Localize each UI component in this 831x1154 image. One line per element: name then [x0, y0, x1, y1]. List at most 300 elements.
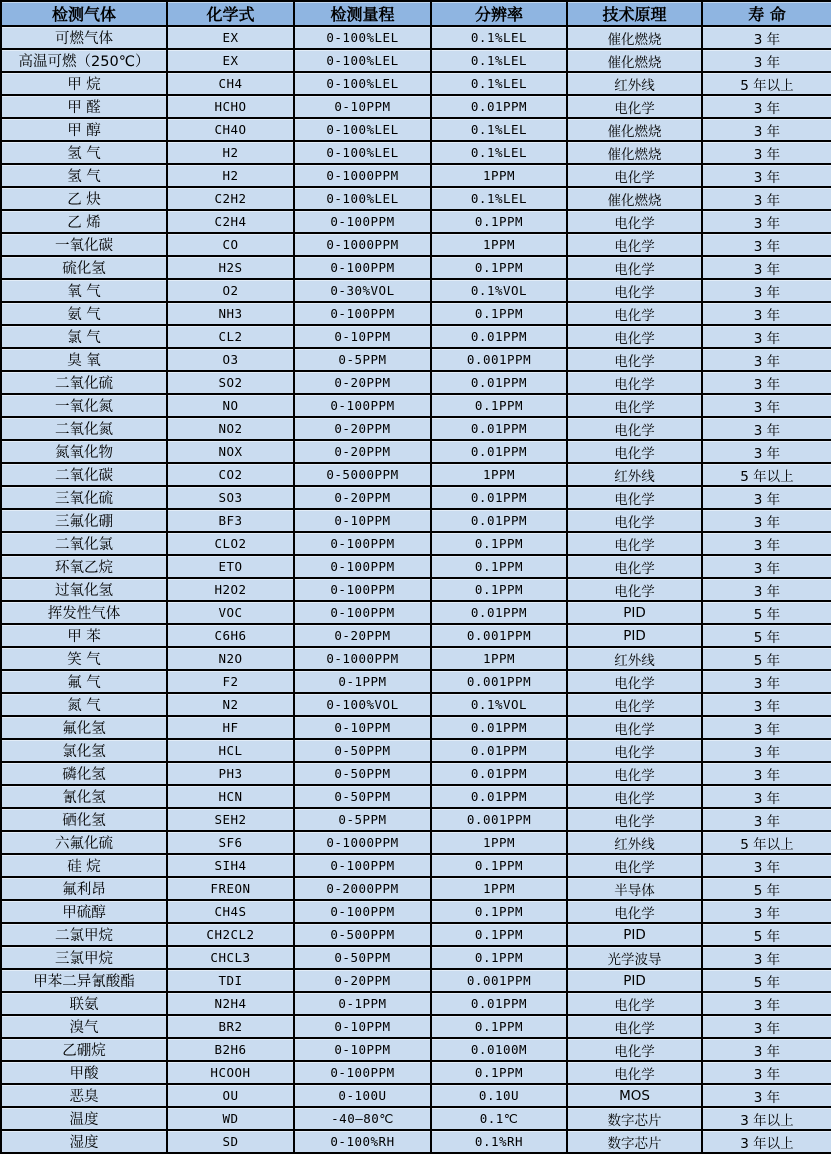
cell-principle: 电化学 — [567, 440, 702, 463]
cell-resolution: 0.001PPM — [431, 670, 567, 693]
cell-principle: 电化学 — [567, 739, 702, 762]
cell-lifespan: 5 年以上 — [702, 463, 831, 486]
cell-principle: 电化学 — [567, 486, 702, 509]
cell-lifespan: 3 年 — [702, 440, 831, 463]
cell-range: 0-1000PPM — [294, 647, 431, 670]
cell-principle: 催化燃烧 — [567, 26, 702, 49]
cell-formula: SO3 — [167, 486, 294, 509]
table-row — [1, 601, 831, 624]
cell-resolution: 1PPM — [431, 233, 567, 256]
cell-lifespan: 5 年 — [702, 923, 831, 946]
table-row — [1, 762, 831, 785]
cell-resolution: 0.001PPM — [431, 624, 567, 647]
cell-lifespan: 3 年 — [702, 210, 831, 233]
cell-range: 0-100PPM — [294, 532, 431, 555]
table-row — [1, 854, 831, 877]
cell-gas: 硒化氢 — [1, 808, 167, 831]
cell-resolution: 1PPM — [431, 463, 567, 486]
cell-gas: 氮 气 — [1, 693, 167, 716]
cell-formula: CH4 — [167, 72, 294, 95]
table-row — [1, 808, 831, 831]
cell-range: 0-10PPM — [294, 1015, 431, 1038]
cell-formula: SD — [167, 1130, 294, 1153]
cell-gas: 溴气 — [1, 1015, 167, 1038]
cell-lifespan: 3 年 — [702, 118, 831, 141]
cell-formula: SO2 — [167, 371, 294, 394]
cell-resolution: 0.1%VOL — [431, 279, 567, 302]
cell-principle: 电化学 — [567, 900, 702, 923]
cell-lifespan: 3 年 — [702, 946, 831, 969]
cell-formula: O3 — [167, 348, 294, 371]
cell-resolution: 0.1PPM — [431, 578, 567, 601]
cell-principle: 电化学 — [567, 555, 702, 578]
cell-lifespan: 3 年 — [702, 164, 831, 187]
cell-lifespan: 3 年 — [702, 992, 831, 1015]
cell-range: 0-5PPM — [294, 808, 431, 831]
cell-resolution: 0.01PPM — [431, 601, 567, 624]
cell-principle: 电化学 — [567, 785, 702, 808]
cell-principle: 电化学 — [567, 670, 702, 693]
cell-lifespan: 3 年 — [702, 26, 831, 49]
cell-formula: CH2CL2 — [167, 923, 294, 946]
cell-range: 0-5PPM — [294, 348, 431, 371]
cell-formula: C2H2 — [167, 187, 294, 210]
cell-resolution: 0.1%LEL — [431, 72, 567, 95]
cell-principle: 电化学 — [567, 348, 702, 371]
cell-resolution: 0.1%LEL — [431, 26, 567, 49]
cell-resolution: 0.1PPM — [431, 1061, 567, 1084]
cell-formula: TDI — [167, 969, 294, 992]
cell-principle: 电化学 — [567, 210, 702, 233]
cell-formula: CHCL3 — [167, 946, 294, 969]
cell-range: 0-10PPM — [294, 95, 431, 118]
cell-gas: 湿度 — [1, 1130, 167, 1153]
cell-principle: 电化学 — [567, 693, 702, 716]
column-header-gas: 检测气体 — [1, 1, 167, 26]
cell-gas: 甲 醛 — [1, 95, 167, 118]
cell-formula: PH3 — [167, 762, 294, 785]
cell-range: 0-1000PPM — [294, 164, 431, 187]
cell-lifespan: 5 年 — [702, 647, 831, 670]
cell-lifespan: 3 年 — [702, 256, 831, 279]
cell-principle: 光学波导 — [567, 946, 702, 969]
cell-principle: PID — [567, 601, 702, 624]
cell-lifespan: 3 年 — [702, 509, 831, 532]
table-header-row — [1, 1, 831, 26]
cell-formula: C2H4 — [167, 210, 294, 233]
column-header-resolution: 分辨率 — [431, 1, 567, 26]
cell-range: 0-20PPM — [294, 417, 431, 440]
column-header-principle: 技术原理 — [567, 1, 702, 26]
cell-gas: 氢 气 — [1, 164, 167, 187]
cell-range: 0-2000PPM — [294, 877, 431, 900]
cell-resolution: 0.01PPM — [431, 371, 567, 394]
column-header-lifespan: 寿 命 — [702, 1, 831, 26]
cell-lifespan: 3 年 — [702, 854, 831, 877]
table-row — [1, 877, 831, 900]
cell-range: 0-100%LEL — [294, 141, 431, 164]
cell-resolution: 0.1PPM — [431, 555, 567, 578]
cell-lifespan: 3 年以上 — [702, 1107, 831, 1130]
cell-range: 0-100PPM — [294, 900, 431, 923]
cell-resolution: 1PPM — [431, 647, 567, 670]
cell-formula: N2O — [167, 647, 294, 670]
cell-formula: H2 — [167, 164, 294, 187]
cell-formula: H2O2 — [167, 578, 294, 601]
table-row — [1, 394, 831, 417]
table-row — [1, 371, 831, 394]
cell-lifespan: 3 年 — [702, 486, 831, 509]
table-row — [1, 164, 831, 187]
cell-range: 0-100%LEL — [294, 49, 431, 72]
table-row — [1, 739, 831, 762]
table-row — [1, 509, 831, 532]
cell-formula: CL2 — [167, 325, 294, 348]
cell-resolution: 0.1PPM — [431, 923, 567, 946]
cell-resolution: 0.0100M — [431, 1038, 567, 1061]
cell-gas: 三氧化硫 — [1, 486, 167, 509]
table-row — [1, 325, 831, 348]
cell-principle: 电化学 — [567, 1015, 702, 1038]
cell-principle: 半导体 — [567, 877, 702, 900]
cell-lifespan: 3 年 — [702, 279, 831, 302]
cell-resolution: 0.1%LEL — [431, 49, 567, 72]
cell-formula: EX — [167, 26, 294, 49]
cell-range: 0-20PPM — [294, 486, 431, 509]
cell-lifespan: 5 年 — [702, 877, 831, 900]
cell-resolution: 0.1%LEL — [431, 141, 567, 164]
cell-gas: 高温可燃（250℃） — [1, 49, 167, 72]
cell-gas: 挥发性气体 — [1, 601, 167, 624]
cell-formula: N2 — [167, 693, 294, 716]
table-row — [1, 417, 831, 440]
cell-gas: 甲 醇 — [1, 118, 167, 141]
cell-gas: 甲 烷 — [1, 72, 167, 95]
table-body — [1, 26, 831, 1153]
cell-gas: 六氟化硫 — [1, 831, 167, 854]
cell-resolution: 0.001PPM — [431, 969, 567, 992]
cell-principle: 催化燃烧 — [567, 141, 702, 164]
cell-gas: 温度 — [1, 1107, 167, 1130]
cell-principle: PID — [567, 969, 702, 992]
cell-lifespan: 3 年 — [702, 739, 831, 762]
table-row — [1, 555, 831, 578]
cell-principle: 电化学 — [567, 992, 702, 1015]
table-row — [1, 1107, 831, 1130]
cell-formula: BR2 — [167, 1015, 294, 1038]
cell-range: 0-20PPM — [294, 624, 431, 647]
cell-principle: 电化学 — [567, 279, 702, 302]
table-row — [1, 256, 831, 279]
cell-lifespan: 3 年 — [702, 670, 831, 693]
cell-principle: PID — [567, 923, 702, 946]
cell-resolution: 0.1%LEL — [431, 118, 567, 141]
cell-principle: PID — [567, 624, 702, 647]
cell-lifespan: 3 年 — [702, 302, 831, 325]
cell-formula: SIH4 — [167, 854, 294, 877]
table-row — [1, 187, 831, 210]
cell-principle: 电化学 — [567, 716, 702, 739]
cell-lifespan: 3 年 — [702, 693, 831, 716]
cell-formula: FREON — [167, 877, 294, 900]
table-row — [1, 624, 831, 647]
cell-range: 0-100PPM — [294, 302, 431, 325]
table-row — [1, 233, 831, 256]
table-row — [1, 1038, 831, 1061]
table-row — [1, 1130, 831, 1153]
cell-principle: 电化学 — [567, 371, 702, 394]
cell-lifespan: 3 年 — [702, 532, 831, 555]
cell-formula: ETO — [167, 555, 294, 578]
table-row — [1, 1084, 831, 1107]
cell-lifespan: 3 年 — [702, 187, 831, 210]
cell-lifespan: 3 年以上 — [702, 1130, 831, 1153]
cell-range: 0-100%LEL — [294, 26, 431, 49]
cell-gas: 联氨 — [1, 992, 167, 1015]
cell-principle: 电化学 — [567, 578, 702, 601]
cell-lifespan: 3 年 — [702, 762, 831, 785]
cell-gas: 氯 气 — [1, 325, 167, 348]
cell-range: 0-20PPM — [294, 371, 431, 394]
cell-gas: 氮氧化物 — [1, 440, 167, 463]
cell-resolution: 0.1PPM — [431, 946, 567, 969]
cell-principle: 电化学 — [567, 1038, 702, 1061]
cell-lifespan: 3 年 — [702, 1061, 831, 1084]
cell-lifespan: 3 年 — [702, 348, 831, 371]
cell-principle: 红外线 — [567, 831, 702, 854]
cell-lifespan: 3 年 — [702, 141, 831, 164]
cell-lifespan: 5 年以上 — [702, 831, 831, 854]
cell-gas: 二氧化氮 — [1, 417, 167, 440]
cell-gas: 二氧化碳 — [1, 463, 167, 486]
cell-formula: CO — [167, 233, 294, 256]
cell-range: 0-50PPM — [294, 762, 431, 785]
cell-principle: 电化学 — [567, 302, 702, 325]
cell-range: 0-10PPM — [294, 716, 431, 739]
cell-resolution: 0.01PPM — [431, 739, 567, 762]
table-row — [1, 647, 831, 670]
cell-formula: C6H6 — [167, 624, 294, 647]
table-row — [1, 1061, 831, 1084]
cell-formula: NOX — [167, 440, 294, 463]
cell-resolution: 0.1PPM — [431, 210, 567, 233]
table-row — [1, 716, 831, 739]
cell-lifespan: 3 年 — [702, 325, 831, 348]
cell-formula: WD — [167, 1107, 294, 1130]
cell-principle: 红外线 — [567, 647, 702, 670]
cell-range: 0-100PPM — [294, 210, 431, 233]
cell-formula: OU — [167, 1084, 294, 1107]
cell-resolution: 0.01PPM — [431, 417, 567, 440]
cell-resolution: 0.1PPM — [431, 302, 567, 325]
table-row — [1, 118, 831, 141]
cell-resolution: 0.01PPM — [431, 440, 567, 463]
cell-gas: 一氧化氮 — [1, 394, 167, 417]
cell-gas: 二氧化硫 — [1, 371, 167, 394]
cell-gas: 氧 气 — [1, 279, 167, 302]
table-row — [1, 486, 831, 509]
table-row — [1, 49, 831, 72]
cell-range: 0-20PPM — [294, 440, 431, 463]
cell-principle: 电化学 — [567, 256, 702, 279]
cell-lifespan: 3 年 — [702, 95, 831, 118]
cell-formula: HCHO — [167, 95, 294, 118]
cell-resolution: 0.1℃ — [431, 1107, 567, 1130]
cell-range: 0-10PPM — [294, 509, 431, 532]
cell-gas: 硅 烷 — [1, 854, 167, 877]
cell-lifespan: 5 年 — [702, 624, 831, 647]
table-row — [1, 72, 831, 95]
cell-principle: 电化学 — [567, 233, 702, 256]
cell-gas: 甲苯二异氰酸酯 — [1, 969, 167, 992]
cell-lifespan: 3 年 — [702, 1084, 831, 1107]
cell-principle: 电化学 — [567, 1061, 702, 1084]
table-row — [1, 1015, 831, 1038]
cell-range: 0-50PPM — [294, 785, 431, 808]
cell-range: 0-100%VOL — [294, 693, 431, 716]
cell-formula: NH3 — [167, 302, 294, 325]
cell-range: 0-100%LEL — [294, 72, 431, 95]
cell-formula: SEH2 — [167, 808, 294, 831]
cell-formula: CO2 — [167, 463, 294, 486]
cell-resolution: 0.001PPM — [431, 348, 567, 371]
cell-principle: 电化学 — [567, 762, 702, 785]
cell-gas: 氯化氢 — [1, 739, 167, 762]
table-row — [1, 463, 831, 486]
cell-resolution: 0.1PPM — [431, 900, 567, 923]
column-header-formula: 化学式 — [167, 1, 294, 26]
table-row — [1, 923, 831, 946]
cell-principle: 催化燃烧 — [567, 49, 702, 72]
cell-gas: 氟利昂 — [1, 877, 167, 900]
cell-lifespan: 3 年 — [702, 900, 831, 923]
cell-range: 0-30%VOL — [294, 279, 431, 302]
cell-gas: 甲硫醇 — [1, 900, 167, 923]
cell-gas: 乙硼烷 — [1, 1038, 167, 1061]
cell-formula: CLO2 — [167, 532, 294, 555]
cell-gas: 恶臭 — [1, 1084, 167, 1107]
cell-lifespan: 3 年 — [702, 578, 831, 601]
cell-gas: 三氯甲烷 — [1, 946, 167, 969]
cell-resolution: 0.01PPM — [431, 716, 567, 739]
cell-resolution: 1PPM — [431, 164, 567, 187]
table-row — [1, 785, 831, 808]
cell-gas: 甲 苯 — [1, 624, 167, 647]
cell-lifespan: 3 年 — [702, 233, 831, 256]
cell-gas: 氟 气 — [1, 670, 167, 693]
table-row — [1, 670, 831, 693]
cell-resolution: 0.01PPM — [431, 486, 567, 509]
cell-gas: 臭 氧 — [1, 348, 167, 371]
cell-range: 0-100PPM — [294, 854, 431, 877]
cell-principle: 催化燃烧 — [567, 187, 702, 210]
cell-gas: 可燃气体 — [1, 26, 167, 49]
table-row — [1, 440, 831, 463]
cell-resolution: 0.1PPM — [431, 854, 567, 877]
cell-principle: 数字芯片 — [567, 1130, 702, 1153]
cell-principle: 催化燃烧 — [567, 118, 702, 141]
cell-range: 0-100%LEL — [294, 118, 431, 141]
table-row — [1, 532, 831, 555]
cell-gas: 乙 炔 — [1, 187, 167, 210]
table-row — [1, 946, 831, 969]
cell-range: 0-50PPM — [294, 739, 431, 762]
cell-range: 0-100PPM — [294, 555, 431, 578]
cell-range: 0-1000PPM — [294, 831, 431, 854]
cell-formula: F2 — [167, 670, 294, 693]
cell-lifespan: 5 年 — [702, 969, 831, 992]
cell-principle: 电化学 — [567, 394, 702, 417]
cell-resolution: 0.1%LEL — [431, 187, 567, 210]
table-row — [1, 831, 831, 854]
cell-lifespan: 5 年 — [702, 601, 831, 624]
table-row — [1, 279, 831, 302]
cell-principle: 电化学 — [567, 509, 702, 532]
cell-resolution: 1PPM — [431, 877, 567, 900]
cell-formula: N2H4 — [167, 992, 294, 1015]
table-row — [1, 141, 831, 164]
cell-range: -40—80℃ — [294, 1107, 431, 1130]
cell-resolution: 0.01PPM — [431, 325, 567, 348]
cell-lifespan: 3 年 — [702, 1038, 831, 1061]
cell-range: 0-100PPM — [294, 1061, 431, 1084]
cell-resolution: 0.1PPM — [431, 394, 567, 417]
table-row — [1, 578, 831, 601]
cell-resolution: 1PPM — [431, 831, 567, 854]
cell-principle: 电化学 — [567, 417, 702, 440]
cell-gas: 二氧化氯 — [1, 532, 167, 555]
table-row — [1, 26, 831, 49]
cell-formula: CH4S — [167, 900, 294, 923]
cell-range: 0-100%LEL — [294, 187, 431, 210]
cell-formula: HCN — [167, 785, 294, 808]
cell-resolution: 0.10U — [431, 1084, 567, 1107]
cell-range: 0-1PPM — [294, 670, 431, 693]
cell-lifespan: 3 年 — [702, 716, 831, 739]
cell-resolution: 0.1PPM — [431, 1015, 567, 1038]
cell-range: 0-1PPM — [294, 992, 431, 1015]
cell-range: 0-100%RH — [294, 1130, 431, 1153]
table-row — [1, 992, 831, 1015]
cell-principle: MOS — [567, 1084, 702, 1107]
cell-resolution: 0.01PPM — [431, 509, 567, 532]
cell-gas: 过氧化氢 — [1, 578, 167, 601]
cell-lifespan: 3 年 — [702, 49, 831, 72]
cell-formula: BF3 — [167, 509, 294, 532]
cell-resolution: 0.1PPM — [431, 256, 567, 279]
cell-lifespan: 3 年 — [702, 555, 831, 578]
cell-formula: HCL — [167, 739, 294, 762]
cell-principle: 电化学 — [567, 532, 702, 555]
cell-principle: 数字芯片 — [567, 1107, 702, 1130]
cell-resolution: 0.01PPM — [431, 95, 567, 118]
table-row — [1, 693, 831, 716]
cell-resolution: 0.01PPM — [431, 762, 567, 785]
cell-formula: H2 — [167, 141, 294, 164]
cell-gas: 笑 气 — [1, 647, 167, 670]
cell-lifespan: 3 年 — [702, 371, 831, 394]
table-row — [1, 210, 831, 233]
cell-gas: 氢 气 — [1, 141, 167, 164]
cell-gas: 硫化氢 — [1, 256, 167, 279]
column-header-range: 检测量程 — [294, 1, 431, 26]
cell-formula: O2 — [167, 279, 294, 302]
cell-range: 0-10PPM — [294, 325, 431, 348]
cell-range: 0-100U — [294, 1084, 431, 1107]
table-row — [1, 348, 831, 371]
cell-gas: 乙 烯 — [1, 210, 167, 233]
cell-principle: 电化学 — [567, 164, 702, 187]
